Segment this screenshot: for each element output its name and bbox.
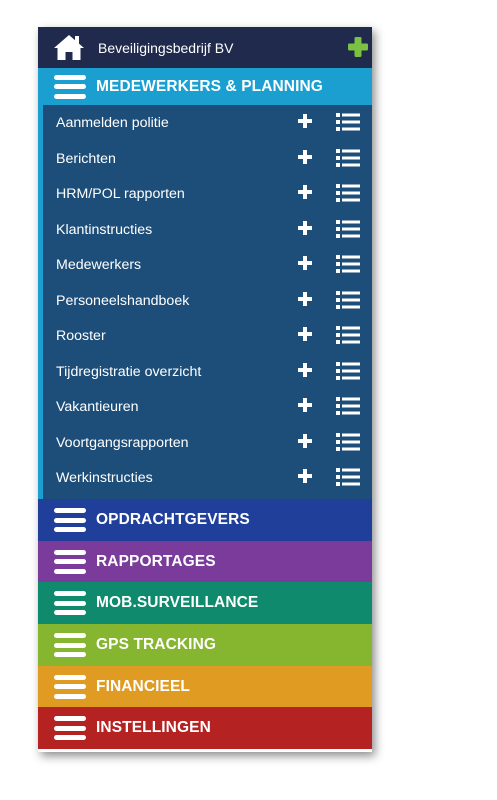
- section-label: MEDEWERKERS & PLANNING: [96, 77, 323, 95]
- plus-icon[interactable]: [347, 36, 369, 58]
- add-icon[interactable]: [298, 221, 312, 235]
- section-mob-surveillance[interactable]: [38, 582, 372, 624]
- top-bar: [38, 27, 372, 68]
- list-icon[interactable]: [336, 361, 360, 381]
- menu-icon: [54, 74, 86, 100]
- submenu-item-personeelshandboek[interactable]: [43, 283, 372, 319]
- submenu-item-hrm-pol-rapporten[interactable]: [43, 176, 372, 212]
- submenu-item-berichten[interactable]: [43, 141, 372, 177]
- add-icon[interactable]: [298, 434, 312, 448]
- list-icon[interactable]: [336, 325, 360, 345]
- section-label: OPDRACHTGEVERS: [96, 511, 250, 528]
- navigation-panel: [38, 27, 372, 752]
- section-financieel[interactable]: [38, 666, 372, 707]
- section-label: GPS TRACKING: [96, 636, 217, 653]
- add-icon[interactable]: [298, 469, 312, 483]
- home-icon[interactable]: [53, 33, 85, 61]
- submenu-item-label[interactable]: Tijdregistratie overzicht: [56, 363, 202, 380]
- add-icon[interactable]: [298, 185, 312, 199]
- add-icon[interactable]: [298, 256, 312, 270]
- submenu-item-vakantieuren[interactable]: [43, 389, 372, 425]
- submenu-item-tijdregistratie-overzicht[interactable]: [43, 354, 372, 390]
- section-medewerkers-planning[interactable]: [38, 68, 372, 105]
- list-icon[interactable]: [336, 183, 360, 203]
- list-icon[interactable]: [336, 290, 360, 310]
- section-label: RAPPORTAGES: [96, 552, 216, 570]
- add-icon[interactable]: [298, 398, 312, 412]
- submenu-item-label[interactable]: Berichten: [56, 150, 116, 167]
- menu-icon: [54, 674, 86, 700]
- submenu-item-label[interactable]: Personeelshandboek: [56, 292, 190, 309]
- submenu-item-label[interactable]: HRM/POL rapporten: [56, 186, 185, 202]
- menu-icon: [54, 549, 86, 575]
- submenu-item-label[interactable]: Klantinstructies: [56, 221, 153, 238]
- submenu-item-label[interactable]: Werkinstructies: [56, 470, 153, 486]
- submenu-item-label[interactable]: Medewerkers: [56, 257, 142, 273]
- section-label: INSTELLINGEN: [96, 719, 211, 736]
- menu-icon: [54, 632, 86, 658]
- submenu-item-klantinstructies[interactable]: [43, 212, 372, 248]
- submenu-item-label[interactable]: Rooster: [56, 328, 106, 344]
- submenu-item-rooster[interactable]: [43, 318, 372, 354]
- list-icon[interactable]: [336, 432, 360, 452]
- list-icon[interactable]: [336, 467, 360, 487]
- submenu-item-werkinstructies[interactable]: [43, 460, 372, 496]
- submenu-item-label[interactable]: Vakantieuren: [56, 399, 139, 415]
- submenu-item-medewerkers[interactable]: [43, 247, 372, 283]
- submenu-item-voortgangsrapporten[interactable]: [43, 425, 372, 461]
- list-icon[interactable]: [336, 148, 360, 168]
- add-icon[interactable]: [298, 292, 312, 306]
- menu-icon: [54, 715, 86, 741]
- submenu: [38, 105, 372, 499]
- section-gps-tracking[interactable]: [38, 624, 372, 666]
- add-icon[interactable]: [298, 363, 312, 377]
- list-icon[interactable]: [336, 112, 360, 132]
- add-icon[interactable]: [298, 327, 312, 341]
- submenu-item-label[interactable]: Aanmelden politie: [56, 115, 169, 131]
- company-name: Beveiligingsbedrijf BV: [98, 40, 234, 56]
- list-icon[interactable]: [336, 219, 360, 239]
- section-label: FINANCIEEL: [96, 677, 190, 695]
- submenu-item-aanmelden-politie[interactable]: [43, 105, 372, 141]
- add-icon[interactable]: [298, 114, 312, 128]
- list-icon[interactable]: [336, 254, 360, 274]
- list-icon[interactable]: [336, 396, 360, 416]
- add-icon[interactable]: [298, 150, 312, 164]
- submenu-item-label[interactable]: Voortgangsrapporten: [56, 434, 189, 451]
- section-rapportages[interactable]: [38, 541, 372, 582]
- menu-icon: [54, 590, 86, 616]
- section-instellingen[interactable]: [38, 707, 372, 749]
- section-label: MOB.SURVEILLANCE: [96, 594, 259, 611]
- menu-icon: [54, 507, 86, 533]
- section-opdrachtgevers[interactable]: [38, 499, 372, 541]
